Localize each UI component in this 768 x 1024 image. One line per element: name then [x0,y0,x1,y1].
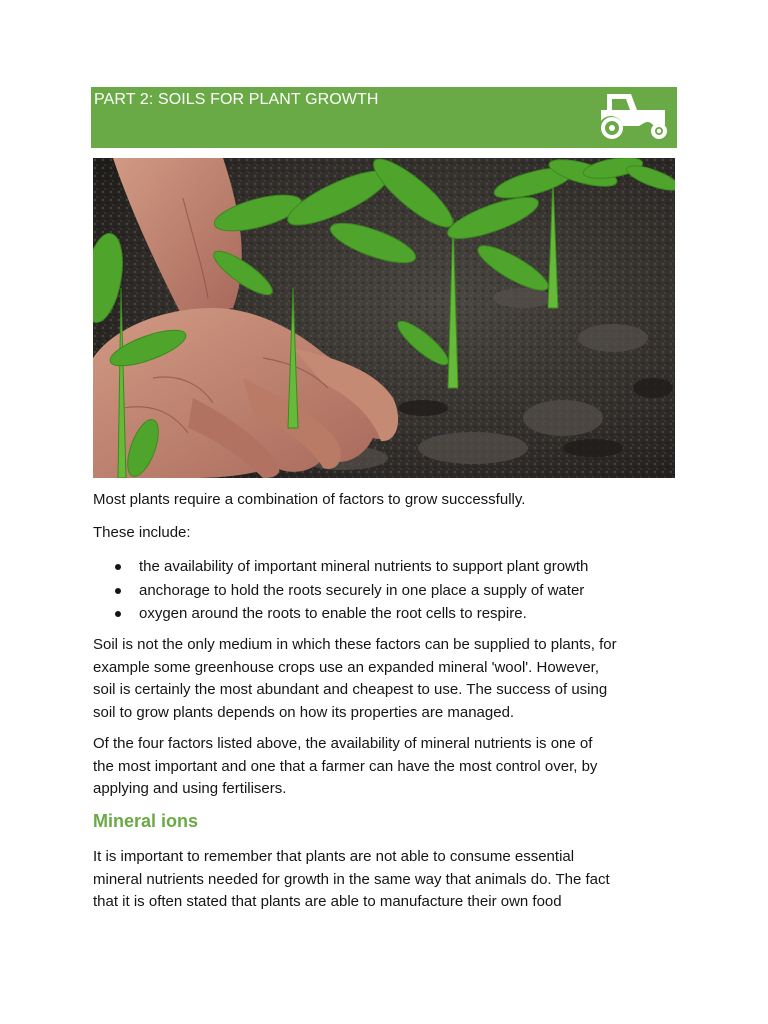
list-item [93,579,683,603]
paragraph-line: Of the four factors listed above, the availability of mineral nutrients is one of [93,735,593,752]
paragraph-line: the most important and one that a farmer can have the most control over, by [93,757,598,775]
hands-planting-seedlings-image [93,158,675,478]
paragraph-line: Soil is not the only medium in which these factors can be supplied to plants, for [93,636,617,653]
list-item-text: oxygen around the roots to enable the root cells to respire. [139,605,527,622]
bullet-icon [115,564,121,570]
list-item-text: anchorage to hold the roots securely in one place a supply of water [139,581,585,599]
paragraph-line: that it is often stated that plants are able to manufacture their own food [93,893,562,910]
list-item [93,555,683,579]
paragraph-line: example some greenhouse crops use an expanded mineral 'wool'. However, [93,658,600,676]
intro-sentence: Most plants require a combination of factors to grow successfully. [93,491,526,508]
paragraph-line: soil is certainly the most abundant and cheapest to use. The success of using [93,681,608,698]
paragraph-line: soil to grow plants depends on how its properties are managed. [93,703,515,721]
paragraph-line: applying and using fertilisers. [93,780,287,797]
section-header-bar [91,87,677,148]
list-intro: These include: [93,524,191,541]
section-heading: Mineral ions [93,811,199,831]
body-paragraph [93,634,683,724]
tractor-icon [597,92,671,144]
list-item [93,602,683,626]
bullet-icon [115,611,121,617]
list-item-text: the availability of important mineral nutrients to support plant growth [139,558,589,575]
bullet-icon [115,588,121,594]
body-paragraph [93,846,683,914]
paragraph-line: It is important to remember that plants are not able to consume essential [93,848,575,865]
body-paragraph [93,733,683,801]
factors-list [93,555,683,626]
paragraph-line: mineral nutrients needed for growth in the same way that animals do. The fact [93,870,610,888]
section-title: PART 2: SOILS FOR PLANT GROWTH [94,91,379,108]
